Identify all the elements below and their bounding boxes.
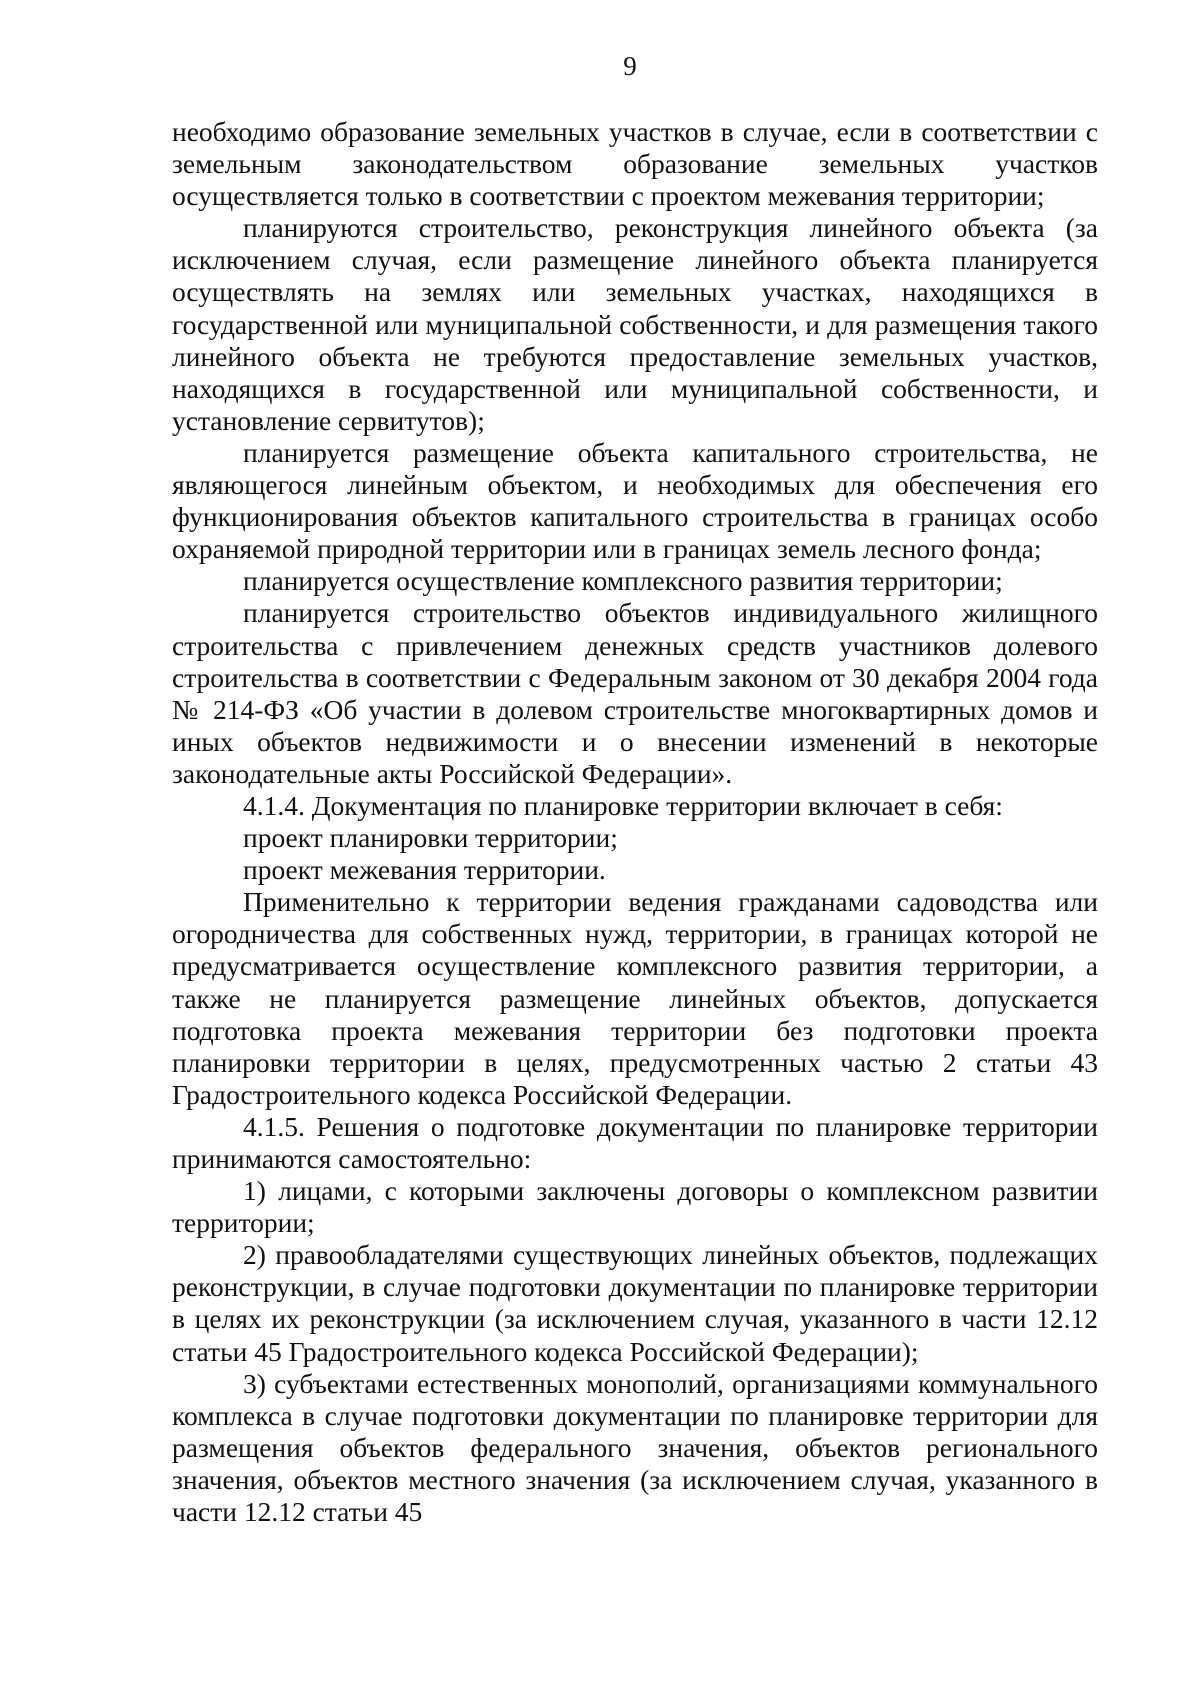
paragraph: Применительно к территории ведения гражданами садоводства или огородничества для собственных нужд, территории, в границах которой не предусматривается осуществление комплексного развития территории, а также не планируется размещение линейных объектов, допускается подготовка проекта межевания территории без подготовки проекта планировки территории в целях, предусмотренных частью 2 статьи 43 Градостроительного кодекса Российской Федерации. xyxy=(172,886,1098,1110)
paragraph: планируется строительство объектов индивидуального жилищного строительства с привлечением денежных средств участников долевого строительства в соответствии с Федеральным законом от 30 декабря 2004 года № 214-ФЗ «Об участии в долевом строительстве многоквартирных домов и иных объектов недвижимости и о внесении изменений в некоторые законодательные акты Российской Федерации». xyxy=(172,597,1098,789)
list-item: 2) правообладателями существующих линейных объектов, подлежащих реконструкции, в случае подготовки документации по планировке территории в целях их реконструкции (за исключением случая, указанного в части 12.12 статьи 45 Градостроительного кодекса Российской Федерации); xyxy=(172,1239,1098,1367)
page-number: 9 xyxy=(623,51,637,81)
list-item: 3) субъектами естественных монополий, организациями коммунального комплекса в случае подготовки документации по планировке территории для размещения объектов федерального значения, объектов регионального значения, объектов местного значения (за исключением случая, указанного в части 12.12 статьи 45 xyxy=(172,1367,1098,1528)
paragraph: планируются строительство, реконструкция линейного объекта (за исключением случая, если размещение линейного объекта планируется осуществлять на землях или земельных участках, находящихся в государственной или муниципальной собственности, и для размещения такого линейного объекта не требуются предоставление земельных участков, находящихся в государственной или муниципальной собственности, и установление сервитутов); xyxy=(172,212,1098,436)
section-heading-4-1-5: 4.1.5. Решения о подготовке документации по планировке территории принимаются самостоятельно: xyxy=(172,1110,1098,1174)
list-item: проект межевания территории. xyxy=(243,854,606,886)
paragraph: необходимо образование земельных участков в случае, если в соответствии с земельным законодательством образование земельных участков осуществляется только в соответствии с проектом межевания территории; xyxy=(172,116,1098,212)
paragraph: планируется размещение объекта капитального строительства, не являющегося линейным объектом, и необходимых для обеспечения его функционирования объектов капитального строительства в границах особо охраняемой природной территории или в границах земель лесного фонда; xyxy=(172,436,1098,565)
paragraph: планируется осуществление комплексного развития территории; xyxy=(243,565,1003,597)
list-item: 1) лицами, с которыми заключены договоры о комплексном развитии территории; xyxy=(172,1175,1098,1239)
document-body xyxy=(172,116,1098,1528)
list-item: проект планировки территории; xyxy=(243,822,618,854)
section-heading-4-1-4: 4.1.4. Документация по планировке территории включает в себя: xyxy=(243,789,1003,821)
